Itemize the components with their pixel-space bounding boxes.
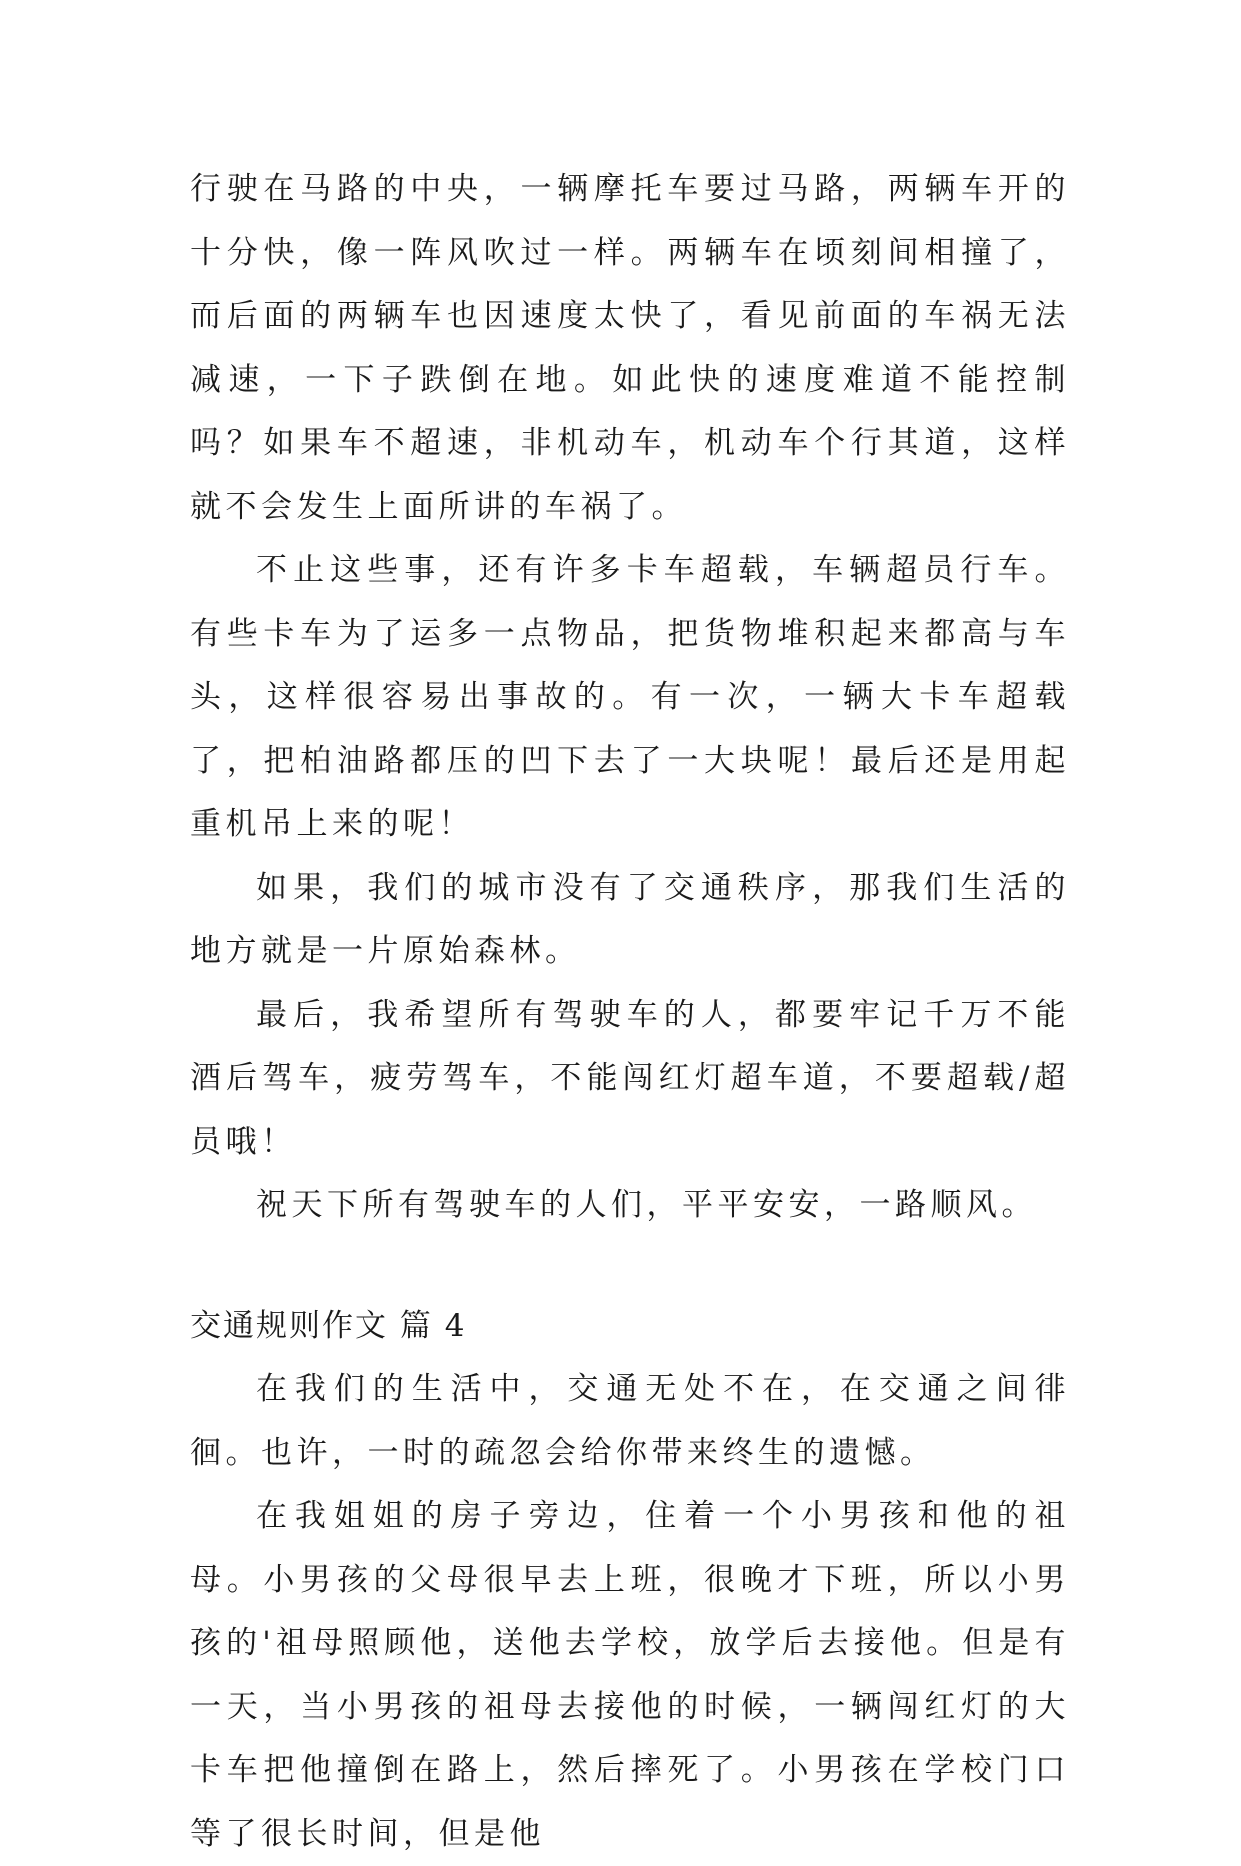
paragraph-overload: 不止这些事，还有许多卡车超载，车辆超员行车。有些卡车为了运多一点物品，把货物堆积起来都高与车头，这样很容易出事故的。有一次，一辆大卡车超载了，把柏油路都压的凹下去了一大块呢！最后还是用起重机吊上来的呢！ bbox=[190, 552, 1070, 842]
document-body bbox=[190, 158, 1070, 1866]
paragraph-intro: 在我们的生活中，交通无处不在，在交通之间徘徊。也许，一时的疏忽会给你带来终生的遗憾。 bbox=[190, 1371, 1070, 1471]
paragraph-traffic-order: 如果，我们的城市没有了交通秩序，那我们生活的地方就是一片原始森林。 bbox=[190, 869, 1070, 969]
paragraph-wish: 最后，我希望所有驾驶车的人，都要牢记千万不能酒后驾车，疲劳驾车，不能闯红灯超车道，不要超载/超员哦！ bbox=[190, 996, 1070, 1160]
paragraph-crash-story: 行驶在马路的中央，一辆摩托车要过马路，两辆车开的十分快，像一阵风吹过一样。两辆车在顷刻间相撞了，而后面的两辆车也因速度太快了，看见前面的车祸无法减速，一下子跌倒在地。如此快的速度难道不能控制吗？如果车不超速，非机动车，机动车个行其道，这样就不会发生上面所讲的车祸了。 bbox=[190, 171, 1070, 525]
essay-heading: 交通规则作文 篇 4 bbox=[190, 1307, 467, 1344]
paragraph-boy-story: 在我姐姐的房子旁边，住着一个小男孩和他的祖母。小男孩的父母很早去上班，很晚才下班，所以小男孩的'祖母照顾他，送他去学校，放学后去接他。但是有一天，当小男孩的祖母去接他的时候，一辆闯红灯的大卡车把他撞倒在路上，然后摔死了。小男孩在学校门口等了很长时间，但是他 bbox=[190, 1498, 1070, 1852]
paragraph-blessing: 祝天下所有驾驶车的人们，平平安安，一路顺风。 bbox=[256, 1187, 1037, 1223]
